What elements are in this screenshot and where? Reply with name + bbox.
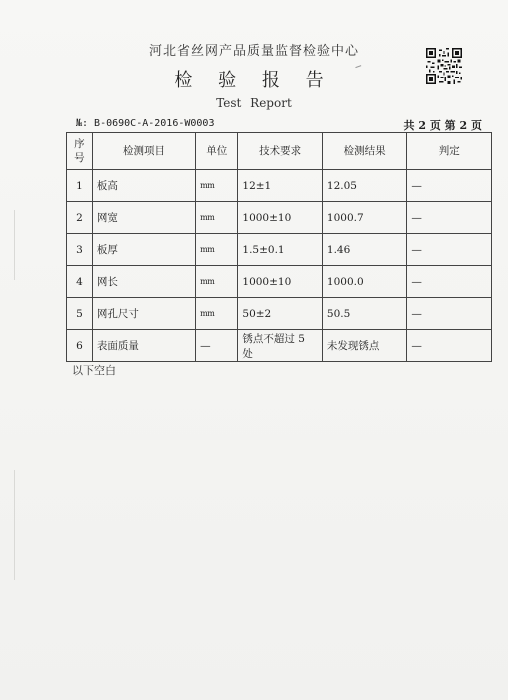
cell-unit: mm — [196, 266, 238, 298]
cell-item: 网宽 — [92, 202, 195, 234]
table-row — [67, 298, 492, 330]
document-title: 检 验 报 告 — [174, 70, 334, 91]
cell-unit: mm — [196, 202, 238, 234]
table-row — [67, 170, 492, 202]
cell-unit: mm — [196, 170, 238, 202]
cell-item: 表面质量 — [92, 330, 195, 362]
cell-index: 6 — [67, 330, 93, 362]
cell-item: 网孔尺寸 — [92, 298, 195, 330]
column-header-verdict: 判定 — [407, 133, 492, 170]
cell-unit: mm — [196, 298, 238, 330]
column-header-index-label: 序号 — [74, 138, 85, 164]
cell-result: 1000.0 — [322, 266, 407, 298]
cell-result: 未发现锈点 — [322, 330, 407, 362]
blank-below-note: 以下空白 — [72, 364, 116, 377]
cell-verdict: — — [407, 202, 492, 234]
cell-index: 1 — [67, 170, 93, 202]
table-row — [67, 330, 492, 362]
cell-item: 板高 — [92, 170, 195, 202]
table-row — [67, 202, 492, 234]
column-header-result: 检测结果 — [322, 133, 407, 170]
table-row — [67, 266, 492, 298]
cell-requirement: 1.5±0.1 — [238, 234, 323, 266]
organization-name: 河北省丝网产品质量监督检验中心 — [148, 44, 359, 59]
cell-requirement: 50±2 — [238, 298, 323, 330]
cell-result: 12.05 — [322, 170, 407, 202]
cell-index: 3 — [67, 234, 93, 266]
table-row — [67, 234, 492, 266]
cell-index: 5 — [67, 298, 93, 330]
qr-code-icon — [426, 48, 462, 84]
cell-requirement: 1000±10 — [238, 202, 323, 234]
page-count: 共 2 页 第 2 页 — [403, 119, 482, 132]
cell-index: 2 — [67, 202, 93, 234]
column-header-unit: 单位 — [196, 133, 238, 170]
cell-verdict: — — [407, 170, 492, 202]
cell-result: 1.46 — [322, 234, 407, 266]
test-results-table — [66, 132, 492, 362]
table-header-row — [67, 133, 492, 170]
document-title-english: Test Report — [216, 96, 292, 110]
cell-verdict: — — [407, 234, 492, 266]
scan-mark — [14, 470, 15, 580]
cell-result: 1000.7 — [322, 202, 407, 234]
cell-verdict: — — [407, 298, 492, 330]
cell-item: 网长 — [92, 266, 195, 298]
cell-verdict: — — [407, 330, 492, 362]
column-header-item: 检测项目 — [92, 133, 195, 170]
cell-requirement: 1000±10 — [238, 266, 323, 298]
cell-unit: — — [196, 330, 238, 362]
column-header-requirement: 技术要求 — [238, 133, 323, 170]
cell-item: 板厚 — [92, 234, 195, 266]
column-header-index — [67, 133, 93, 170]
cell-unit: mm — [196, 234, 238, 266]
cell-verdict: — — [407, 266, 492, 298]
scan-mark — [14, 210, 15, 280]
cell-index: 4 — [67, 266, 93, 298]
report-number: №: B-0690C-A-2016-W0003 — [76, 118, 215, 129]
cell-requirement: 锈点不超过 5 处 — [238, 330, 323, 362]
cell-requirement: 12±1 — [238, 170, 323, 202]
cell-result: 50.5 — [322, 298, 407, 330]
